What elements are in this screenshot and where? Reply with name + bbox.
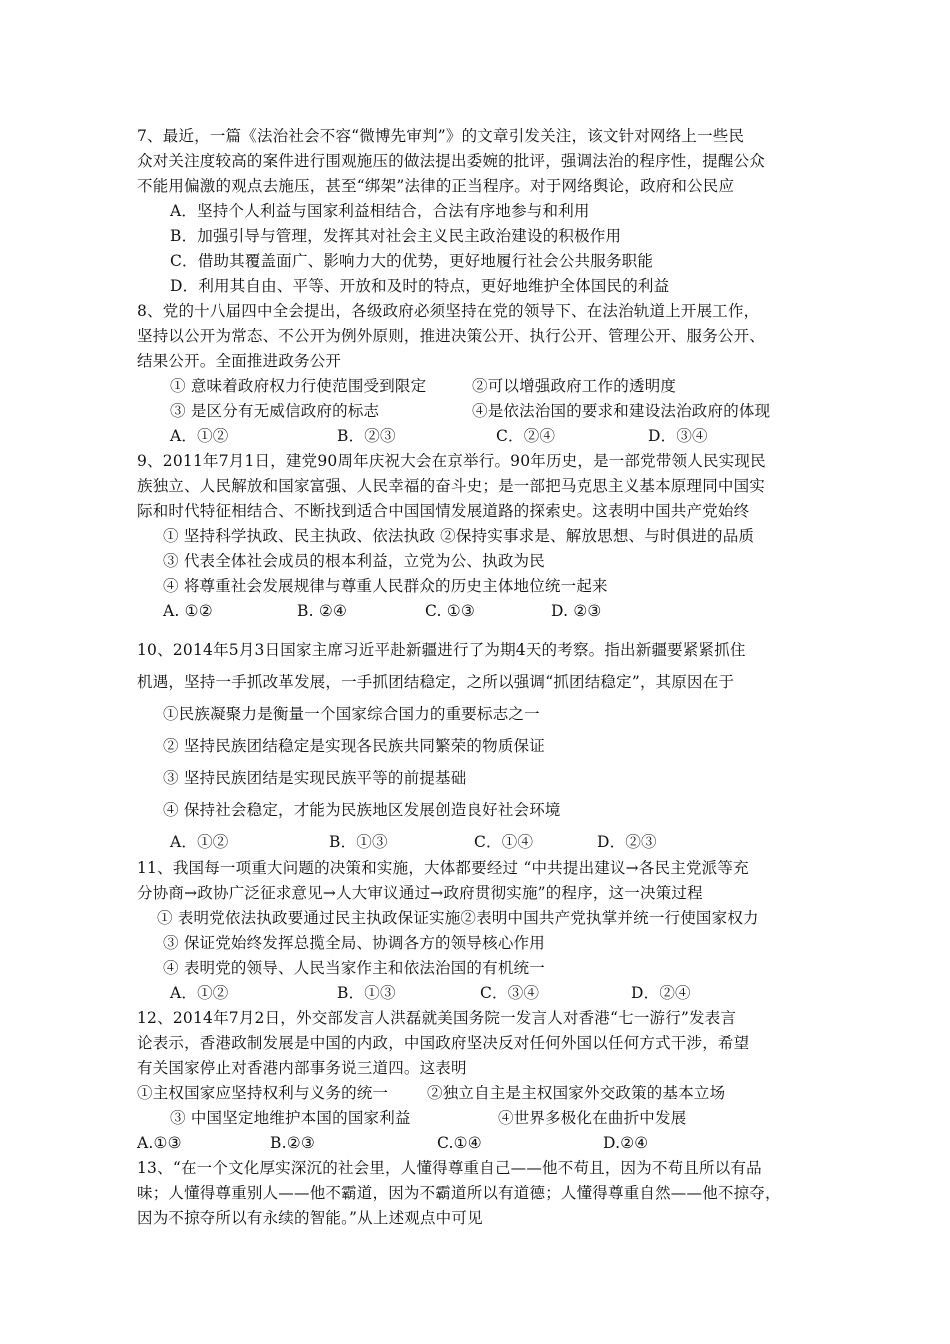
q12-stem-line-1: 12、2014年7月2日，外交部发言人洪磊就美国务院一发言人对香港“七一游行”发表言: [137, 1009, 737, 1027]
q10-stem-line-2: 机遇，坚持一手抓改革发展，一手抓团结稳定，之所以强调“抓团结稳定”，其原因在于: [137, 673, 735, 691]
q8-stem-line-2: 坚持以公开为常态、不公开为例外原则，推进决策公开、执行公开、管理公开、服务公开、: [137, 327, 766, 345]
q8-stem-line-1: 8、党的十八届四中全会提出，各级政府必须坚持在党的领导下、在法治轨道上开展工作，: [137, 302, 760, 320]
q8-choice-c: C．②④: [496, 427, 556, 445]
q8-choice-d: D．③④: [648, 427, 708, 445]
q10-choice-b: B．①③: [329, 833, 388, 851]
q9-item-1-2: ① 坚持科学执政、民主执政、依法执政 ②保持实事求是、解放思想、与时俱进的品质: [163, 527, 755, 545]
q10-item-2: ② 坚持民族团结稳定是实现各民族共同繁荣的物质保证: [163, 737, 545, 755]
q7-option-a: A．坚持个人利益与国家利益相结合，合法有序地参与和利用: [170, 202, 590, 220]
q11-item-3: ③ 保证党始终发挥总揽全局、协调各方的领导核心作用: [163, 934, 545, 952]
q9-stem-line-3: 际和时代特征相结合、不断找到适合中国国情发展道路的探索史。这表明中国共产党始终: [137, 502, 750, 520]
q8-item-2: ②可以增强政府工作的透明度: [472, 377, 677, 395]
q10-stem-line-1: 10、2014年5月3日国家主席习近平赴新疆进行了为期4天的考察。指出新疆要紧紧抓住: [137, 641, 746, 659]
q12-stem-line-3: 有关国家停止对香港内部事务说三道四。这表明: [137, 1059, 467, 1077]
q12-choice-d: D.②④: [603, 1134, 649, 1152]
q11-choice-d: D．②④: [631, 984, 691, 1002]
q12-choice-c: C.①④: [437, 1134, 482, 1152]
q13-stem-line-2: 味；人懂得尊重别人——他不霸道，因为不霸道所以有道德；人懂得尊重自然——他不掠夺，: [137, 1184, 781, 1202]
q11-choice-a: A．①②: [170, 984, 229, 1002]
q9-choice-b: B. ②④: [297, 602, 348, 620]
q13-stem-line-1: 13、“在一个文化厚实深沉的社会里，人懂得尊重自己——他不苟且，因为不苟且所以有品: [137, 1159, 762, 1177]
q12-stem-line-2: 论表示，香港政制发展是中国的内政，中国政府坚决反对任何外国以任何方式干涉，希望: [137, 1034, 750, 1052]
q8-item-1: ① 意味着政府权力行使范围受到限定: [170, 377, 427, 395]
q10-choice-c: C．①④: [474, 833, 534, 851]
q11-stem-line-2: 分协商→政协广泛征求意见→人大审议通过→政府贯彻实施”的程序，这一决策过程: [137, 884, 703, 902]
q10-choice-d: D．②③: [597, 833, 657, 851]
q8-stem-line-3: 结果公开。全面推进政务公开: [137, 352, 342, 370]
q11-item-1-2: ① 表明党依法执政要通过民主执政保证实施②表明中国共产党执掌并统一行使国家权力: [157, 909, 759, 927]
q7-option-d: D．利用其自由、平等、开放和及时的特点，更好地维护全体国民的利益: [170, 277, 670, 295]
q10-item-1: ①民族凝聚力是衡量一个国家综合国力的重要标志之一: [163, 705, 540, 723]
q9-stem-line-1: 9、2011年7月1日，建党90周年庆祝大会在京举行。90年历史，是一部党带领人民实现民: [137, 452, 766, 470]
q9-item-4: ④ 将尊重社会发展规律与尊重人民群众的历史主体地位统一起来: [163, 577, 608, 595]
q11-item-4: ④ 表明党的领导、人民当家作主和依法治国的有机统一: [163, 959, 545, 977]
q8-item-4: ④是依法治国的要求和建设法治政府的体现: [472, 402, 771, 420]
q12-item-4: ④世界多极化在曲折中发展: [498, 1109, 687, 1127]
q9-stem-line-2: 族独立、人民解放和国家富强、人民幸福的奋斗史；是一部把马克思主义基本原理同中国实: [137, 477, 766, 495]
q12-choice-b: B.②③: [270, 1134, 315, 1152]
q7-stem-line-2: 众对关注度较高的案件进行围观施压的做法提出委婉的批评，强调法治的程序性，提醒公众: [137, 152, 766, 170]
q9-choice-a: A. ①②: [163, 602, 213, 620]
q13-stem-line-3: 因为不掠夺所以有永续的智能。”从上述观点中可见: [137, 1209, 483, 1227]
q8-choice-a: A．①②: [170, 427, 229, 445]
q8-item-3: ③ 是区分有无威信政府的标志: [170, 402, 380, 420]
q7-stem-line-3: 不能用偏激的观点去施压，甚至“绑架”法律的正当程序。对于网络舆论，政府和公民应: [137, 177, 735, 195]
q11-choice-b: B．①③: [337, 984, 396, 1002]
q12-item-3: ③ 中国坚定地维护本国的国家利益: [170, 1109, 411, 1127]
q10-choice-a: A．①②: [170, 833, 229, 851]
q11-choice-c: C．③④: [480, 984, 540, 1002]
q12-item-1: ①主权国家应坚持权利与义务的统一: [137, 1084, 389, 1102]
q10-item-4: ④ 保持社会稳定，才能为民族地区发展创造良好社会环境: [163, 801, 561, 819]
q10-item-3: ③ 坚持民族团结是实现民族平等的前提基础: [163, 769, 467, 787]
q7-stem-line-1: 7、最近，一篇《法治社会不容“微博先审判”》的文章引发关注，该文针对网络上一些民: [137, 127, 745, 145]
q7-option-b: B．加强引导与管理，发挥其对社会主义民主政治建设的积极作用: [170, 227, 622, 245]
q9-choice-d: D. ②③: [551, 602, 602, 620]
q11-stem-line-1: 11、我国每一项重大问题的决策和实施，大体都要经过 “中共提出建议→各民主党派等充: [137, 859, 749, 877]
q9-item-3: ③ 代表全体社会成员的根本利益，立党为公、执政为民: [163, 552, 545, 570]
q8-choice-b: B．②③: [337, 427, 396, 445]
q12-item-2: ②独立自主是主权国家外交政策的基本立场: [427, 1084, 726, 1102]
q7-option-c: C．借助其覆盖面广、影响力大的优势，更好地履行社会公共服务职能: [170, 252, 654, 270]
q9-choice-c: C. ①③: [425, 602, 475, 620]
q12-choice-a: A.①③: [137, 1134, 182, 1152]
